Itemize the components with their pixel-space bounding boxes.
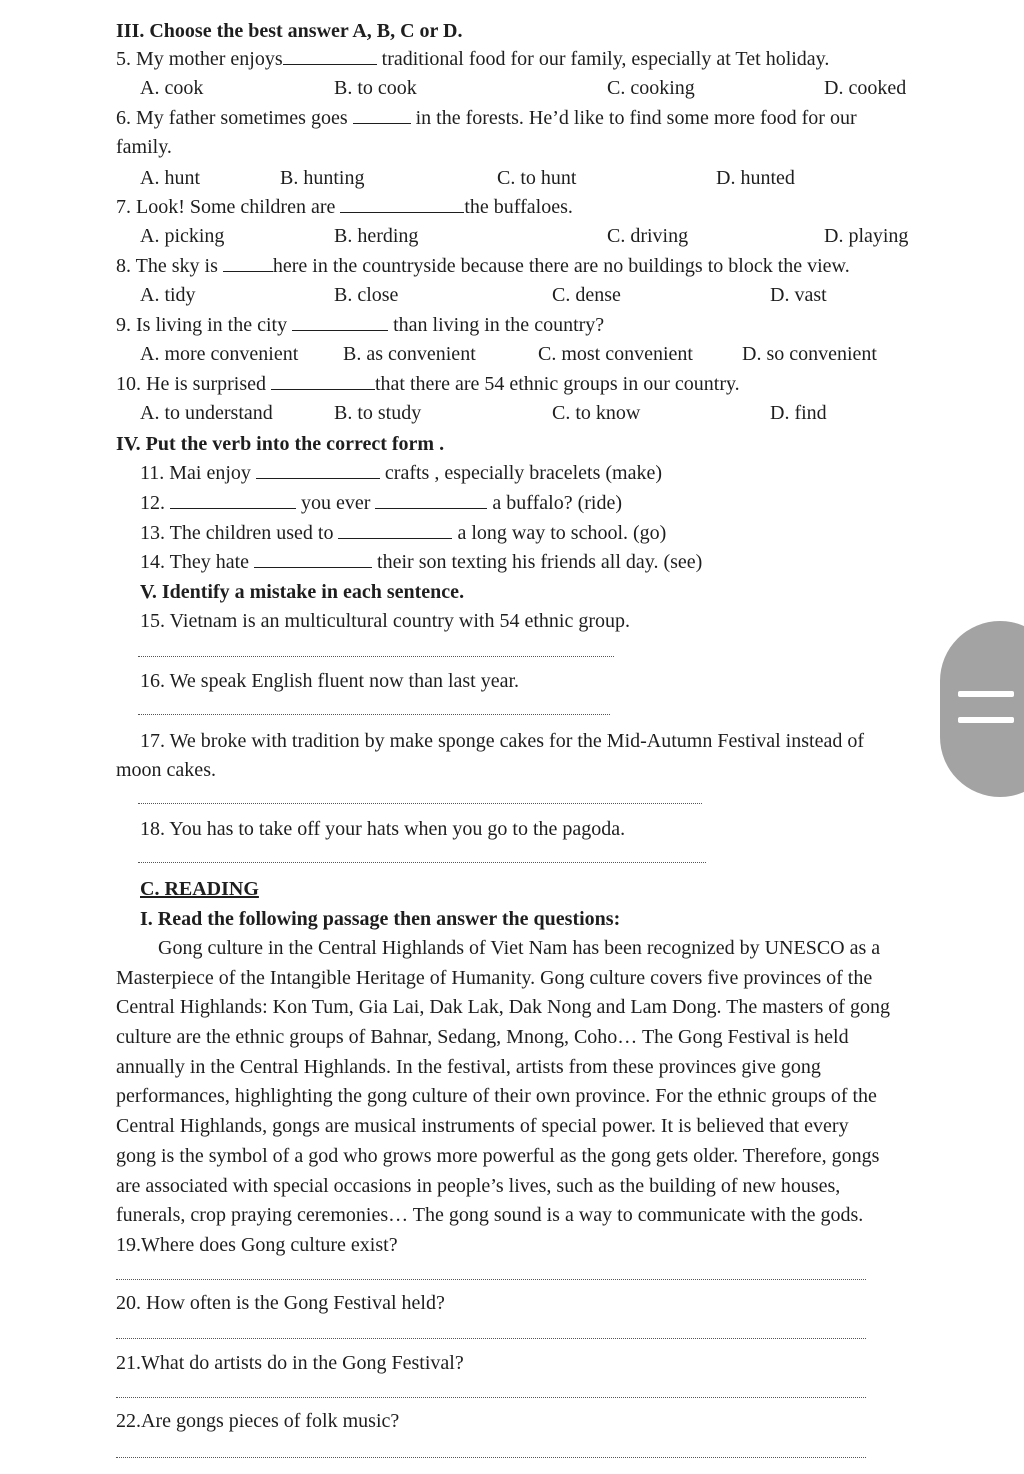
q8-option-b[interactable]: B. close [334, 284, 399, 306]
section-5-heading: V. Identify a mistake in each sentence. [140, 581, 465, 603]
passage-line: are associated with special occasions in people’s lives, such as the building of new houses, [116, 1175, 841, 1197]
passage-line: Central Highlands, gongs are musical instruments of special power. It is believed that every [116, 1115, 849, 1137]
q6-option-d[interactable]: D. hunted [716, 167, 795, 189]
passage-line: culture are the ethnic groups of Bahnar, Sedang, Mnong, Coho… The Gong Festival is held [116, 1026, 849, 1048]
question-9: 9. Is living in the city than living in the country? [116, 314, 605, 336]
answer-line-17[interactable] [138, 803, 702, 804]
q9-option-c[interactable]: C. most convenient [538, 343, 693, 365]
passage-line: annually in the Central Highlands. In the festival, artists from these provinces give gong [116, 1056, 821, 1078]
q6-option-c[interactable]: C. to hunt [497, 167, 577, 189]
q7-option-c[interactable]: C. driving [607, 225, 689, 247]
section-4-heading: IV. Put the verb into the correct form . [116, 433, 445, 455]
q5-option-d[interactable]: D. cooked [824, 77, 907, 99]
question-14: 14. They hate their son texting his friends all day. (see) [140, 551, 703, 573]
question-7: 7. Look! Some children are the buffaloes. [116, 196, 573, 218]
question-17-continued: moon cakes. [116, 759, 216, 781]
q7-option-a[interactable]: A. picking [140, 225, 225, 247]
answer-line-19[interactable] [116, 1279, 866, 1280]
q10-option-b[interactable]: B. to study [334, 402, 422, 424]
passage-line: funerals, crop praying ceremonies… The gong sound is a way to communicate with the gods. [116, 1204, 864, 1226]
question-6: 6. My father sometimes goes in the forests. He’d like to find some more food for our [116, 107, 857, 129]
answer-line-22[interactable] [116, 1457, 866, 1458]
passage-line: performances, highlighting the gong culture of their own province. For the ethnic groups of the [116, 1085, 877, 1107]
question-12: 12. you ever a buffalo? (ride) [140, 492, 622, 514]
q9-option-b[interactable]: B. as convenient [343, 343, 476, 365]
scroll-handle[interactable] [940, 621, 1024, 797]
answer-line-16[interactable] [138, 714, 610, 715]
question-17: 17. We broke with tradition by make sponge cakes for the Mid-Autumn Festival instead of [140, 730, 864, 752]
q7-option-d[interactable]: D. playing [824, 225, 909, 247]
q5-option-c[interactable]: C. cooking [607, 77, 695, 99]
question-11: 11. Mai enjoy crafts , especially bracelets (make) [140, 462, 662, 484]
reading-instruction: I. Read the following passage then answer the questions: [140, 908, 621, 930]
q7-option-b[interactable]: B. herding [334, 225, 419, 247]
reading-title: C. READING [140, 878, 259, 900]
answer-line-15[interactable] [138, 656, 614, 657]
question-13: 13. The children used to a long way to school. (go) [140, 522, 667, 544]
question-8: 8. The sky is here in the countryside because there are no buildings to block the view. [116, 255, 850, 277]
passage-line: Gong culture in the Central Highlands of Viet Nam has been recognized by UNESCO as a [158, 937, 881, 959]
question-18: 18. You has to take off your hats when you go to the pagoda. [140, 818, 626, 840]
question-6-continued: family. [116, 136, 172, 158]
q5-option-a[interactable]: A. cook [140, 77, 204, 99]
q9-option-a[interactable]: A. more convenient [140, 343, 299, 365]
q9-option-d[interactable]: D. so convenient [742, 343, 877, 365]
q6-option-a[interactable]: A. hunt [140, 167, 200, 189]
q10-option-a[interactable]: A. to understand [140, 402, 273, 424]
q8-option-c[interactable]: C. dense [552, 284, 621, 306]
question-22: 22.Are gongs pieces of folk music? [116, 1410, 400, 1432]
question-10: 10. He is surprised that there are 54 ethnic groups in our country. [116, 373, 740, 395]
question-5: 5. My mother enjoys traditional food for our family, especially at Tet holiday. [116, 48, 830, 70]
passage-line: Masterpiece of the Intangible Heritage of Humanity. Gong culture covers five provinces of the [116, 967, 873, 989]
question-20: 20. How often is the Gong Festival held? [116, 1292, 445, 1314]
q10-option-d[interactable]: D. find [770, 402, 827, 424]
q8-option-d[interactable]: D. vast [770, 284, 827, 306]
question-16: 16. We speak English fluent now than last year. [140, 670, 520, 692]
question-19: 19.Where does Gong culture exist? [116, 1234, 398, 1256]
q5-option-b[interactable]: B. to cook [334, 77, 417, 99]
answer-line-21[interactable] [116, 1397, 866, 1398]
question-15: 15. Vietnam is an multicultural country with 54 ethnic group. [140, 610, 631, 632]
question-21: 21.What do artists do in the Gong Festival? [116, 1352, 464, 1374]
passage-line: gong is the symbol of a god who grows more powerful as the gong gets older. Therefore, gongs [116, 1145, 880, 1167]
section-3-heading: III. Choose the best answer A, B, C or D. [116, 20, 463, 42]
passage-line: Central Highlands: Kon Tum, Gia Lai, Dak Lak, Dak Nong and Lam Dong. The masters of gong [116, 996, 890, 1018]
answer-line-20[interactable] [116, 1338, 866, 1339]
q10-option-c[interactable]: C. to know [552, 402, 641, 424]
answer-line-18[interactable] [138, 862, 706, 863]
q8-option-a[interactable]: A. tidy [140, 284, 196, 306]
q6-option-b[interactable]: B. hunting [280, 167, 365, 189]
